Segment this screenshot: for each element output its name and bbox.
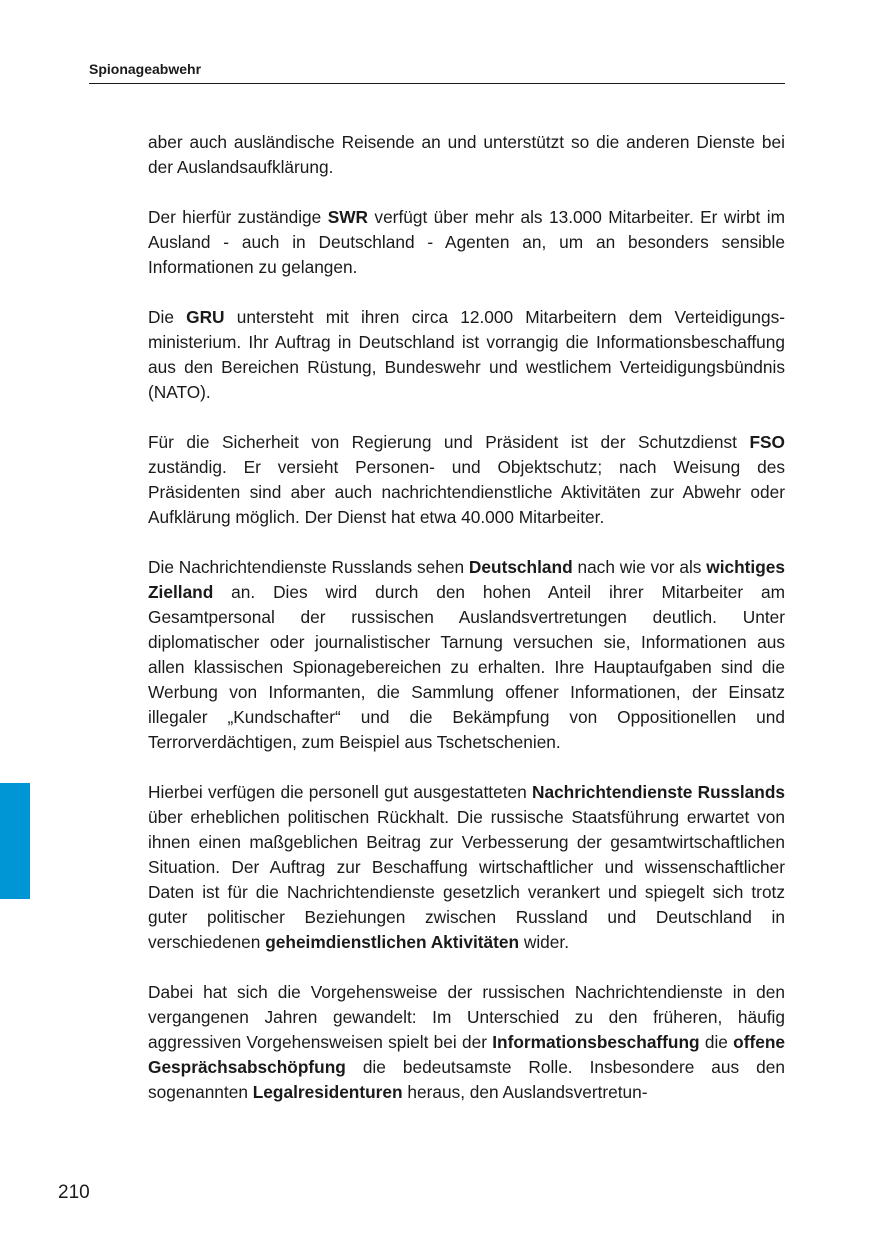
text-run: an. Dies wird durch den hohen Anteil ihrer Mitarbeiter am Gesamtpersonal der russischen Auslandsvertretungen deutlich. Unter diplomatischer oder journalistischer Tarnung versuchen sie, Informationen aus allen klassischen Spionagebereichen zu erhalten. Ihre Hauptaufgaben sind die Werbung von Informanten, die Sammlung offener Informationen, der Einsatz illegaler „Kundschafter“ und die Bekämpfung von Oppositionellen und Terrorverdächtigen, zum Beispiel aus Tschetschenien. xyxy=(148,582,785,752)
text-run: wider. xyxy=(519,932,570,952)
running-header-title: Spionageabwehr xyxy=(89,61,202,77)
chapter-side-tab xyxy=(0,783,30,899)
bold-term: Deutschland xyxy=(468,557,573,577)
page-number: 210 xyxy=(58,1182,90,1203)
text-run: untersteht mit ihren circa 12.000 Mitarbeitern dem Verteidigungsministerium. Ihr Auftrag in Deutschland ist vorrangig die Informationsbeschaffung aus den Bereichen Rüstung, Bundeswehr und westlichem Verteidigungsbündnis (NATO). xyxy=(148,307,786,402)
bold-term: offene Gesprächsabschöpfung xyxy=(148,1032,786,1077)
paragraph xyxy=(148,780,785,955)
paragraph xyxy=(148,430,785,530)
bold-term: Legalresidenturen xyxy=(252,1082,403,1102)
text-run: über erheblichen politischen Rückhalt. Die russische Staatsführung erwartet von ihnen einen maßgeblichen Beitrag zur Verbesserung der gesamtwirtschaftlichen Situation. Der Auftrag zur Beschaffung wirtschaftlicher und wissenschaftlicher Daten ist für die Nachrichtendienste gesetzlich verankert und spiegelt sich trotz guter politischer Beziehungen zwischen Russland und Deutschland in verschiedenen xyxy=(148,807,785,952)
text-run: Die xyxy=(148,307,187,327)
text-run: zuständig. Er versieht Personen- und Objektschutz; nach Weisung des Präsidenten sind aber auch nachrichtendienstliche Aktivitäten zur Abwehr oder Aufklärung möglich. Der Dienst hat etwa 40.000 Mitarbeiter. xyxy=(148,457,785,527)
bold-term: Informationsbeschaffung xyxy=(492,1032,700,1052)
text-run: verfügt über mehr als 13.000 Mitarbeiter. Er wirbt im Ausland - auch in Deutschland - Agenten an, um an besonders sensible Informationen zu gelangen. xyxy=(148,207,786,277)
running-header xyxy=(89,60,785,84)
text-run: heraus, den Auslandsvertretun- xyxy=(402,1082,648,1102)
text-run: die xyxy=(699,1032,734,1052)
text-run: nach wie vor als xyxy=(572,557,707,577)
paragraph xyxy=(148,130,785,180)
text-run: Für die Sicherheit von Regierung und Präsident ist der Schutzdienst xyxy=(148,432,750,452)
bold-term: FSO xyxy=(749,432,785,452)
paragraph xyxy=(148,205,785,280)
text-run: Die Nachrichtendienste Russlands sehen xyxy=(148,557,469,577)
text-run: aber auch ausländische Reisende an und unterstützt so die anderen Dienste bei der Auslandsaufklärung. xyxy=(148,132,785,177)
paragraph xyxy=(148,980,785,1105)
paragraph xyxy=(148,555,785,755)
text-run: Dabei hat sich die Vorgehensweise der russischen Nachrichtendienste in den vergangenen Jahren gewandelt: Im Unterschied zu den früheren, häufig aggressiven Vorgehensweisen spielt bei der xyxy=(148,982,785,1052)
bold-term: GRU xyxy=(186,307,225,327)
paragraph xyxy=(148,305,785,405)
bold-term: SWR xyxy=(327,207,369,227)
bold-term: wichtiges Zielland xyxy=(148,557,785,602)
body-text xyxy=(148,130,785,1130)
text-run: Hierbei verfügen die personell gut ausgestatteten xyxy=(148,782,532,802)
bold-term: geheimdienstlichen Aktivitäten xyxy=(265,932,520,952)
bold-term: Nachrichtendienste Russlands xyxy=(531,782,785,802)
text-run: die bedeutsamste Rolle. Insbesondere aus den sogenannten xyxy=(148,1057,785,1102)
text-run: Der hierfür zuständige xyxy=(148,207,328,227)
